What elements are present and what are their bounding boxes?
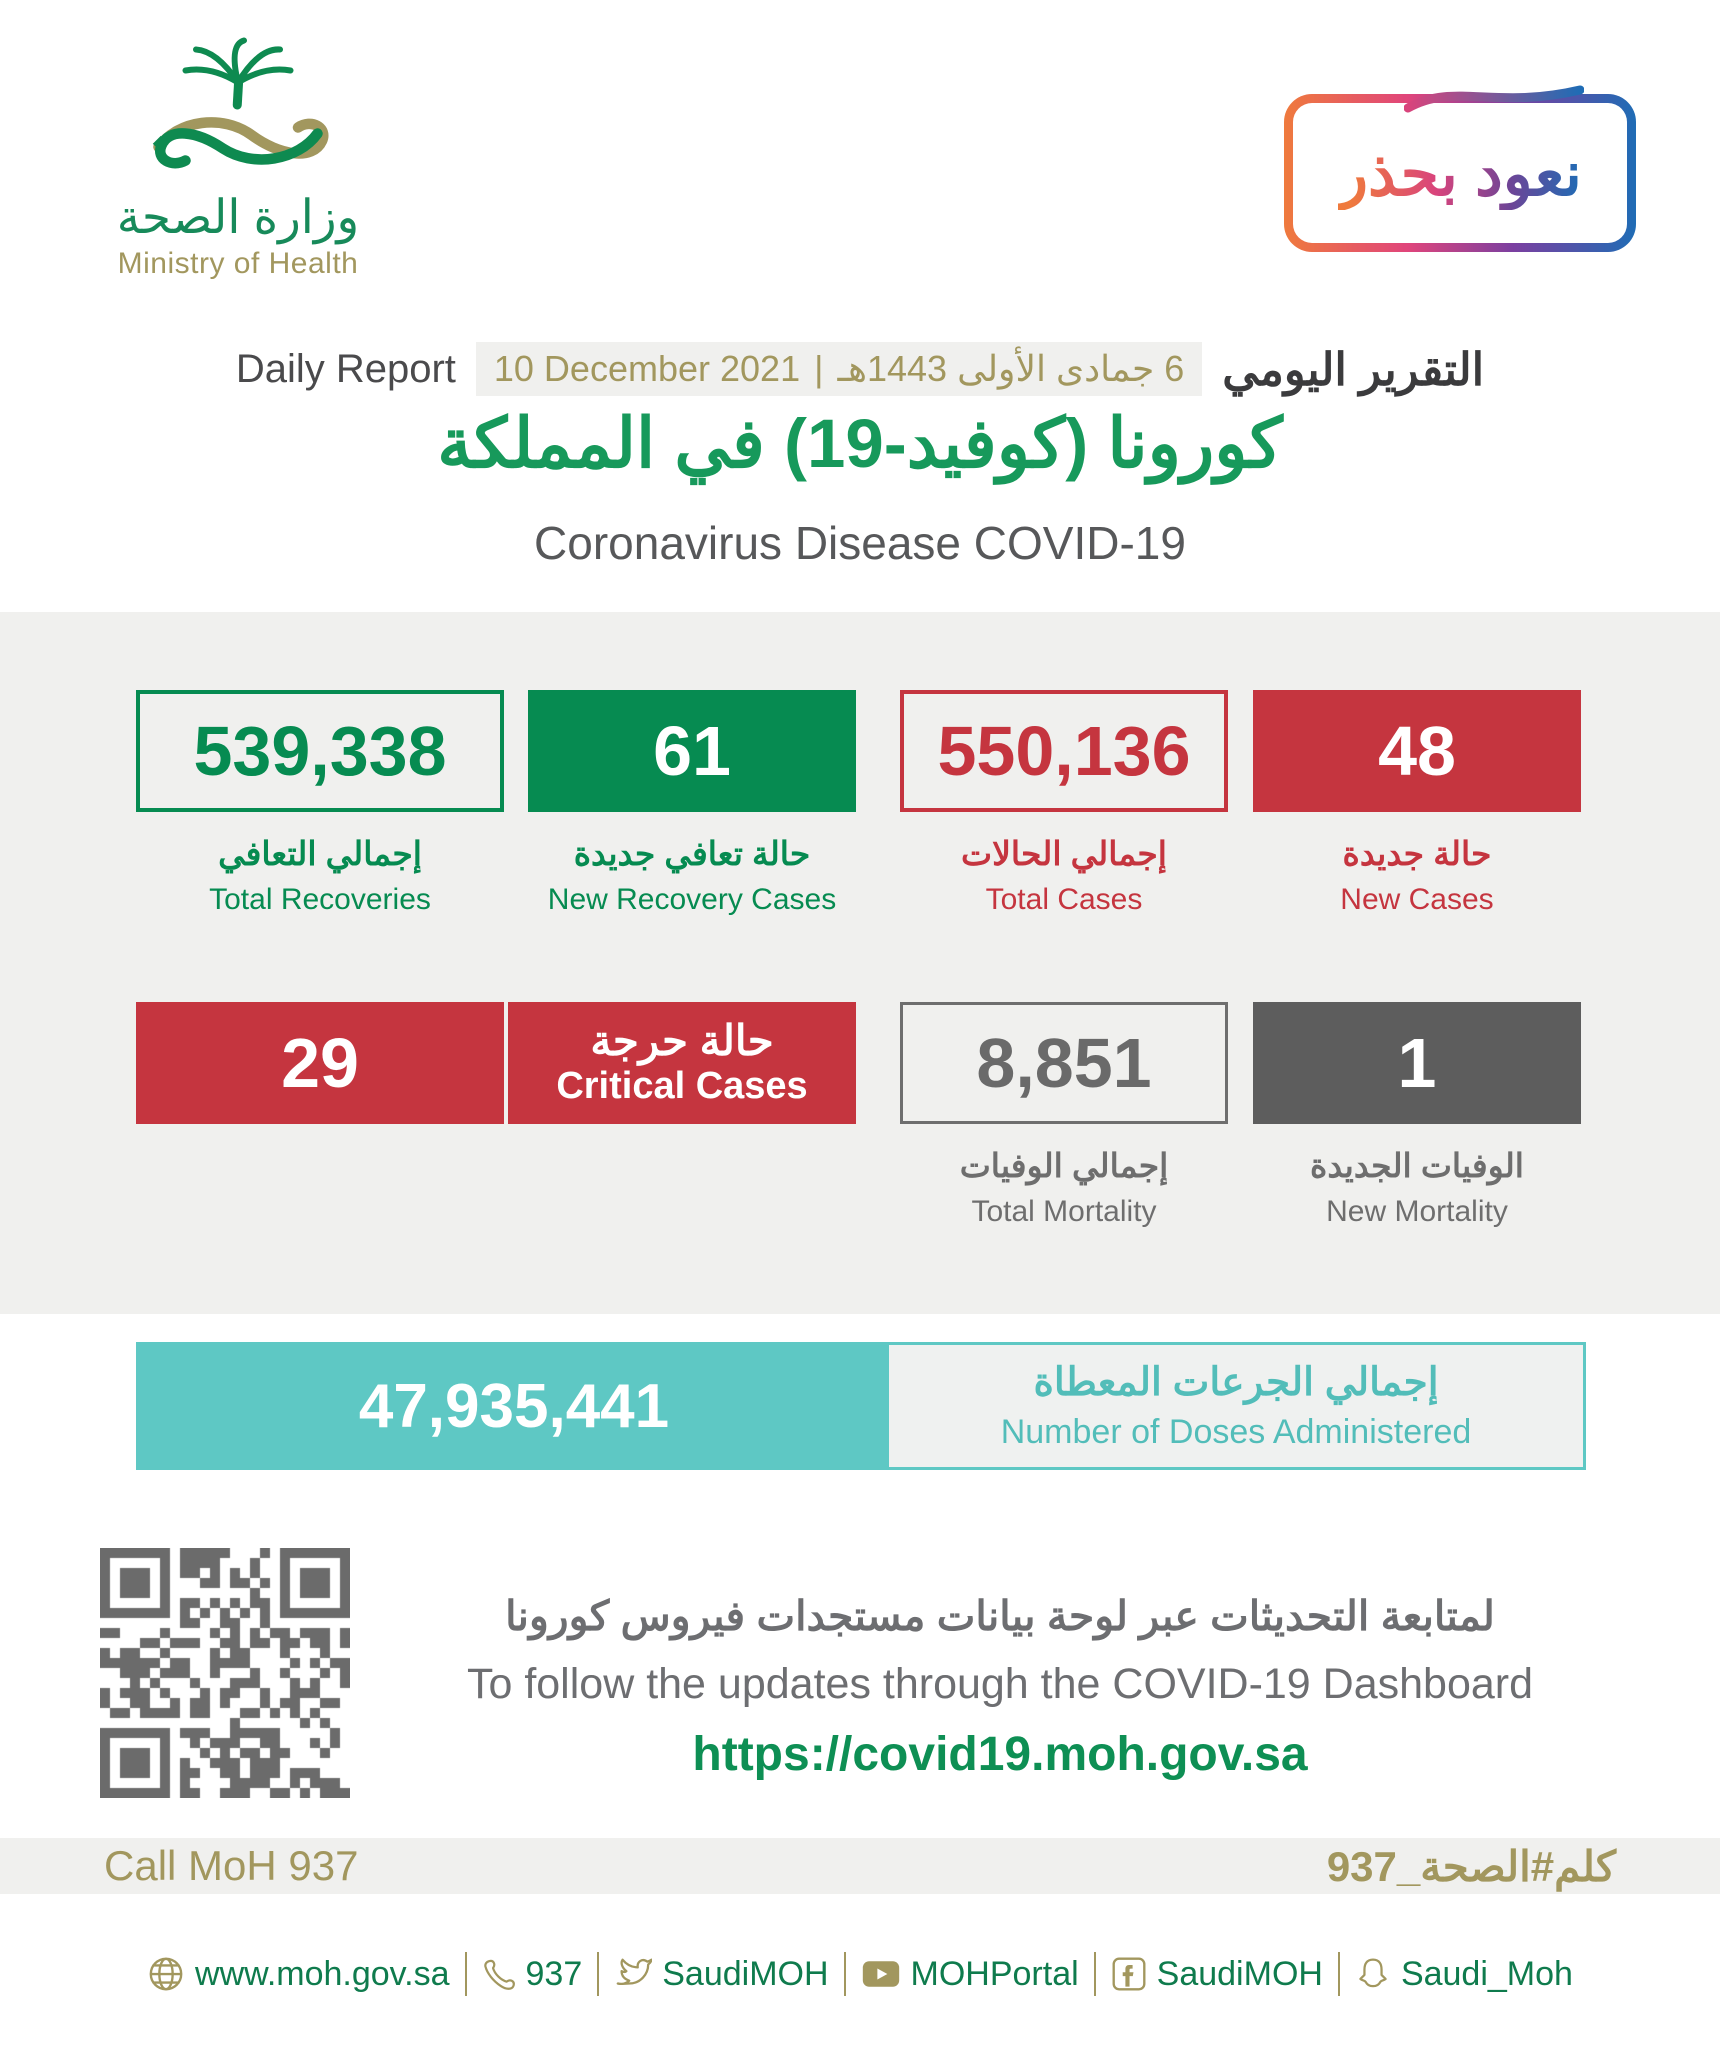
critical-cases-card xyxy=(136,1002,856,1124)
doses-value: 47,935,441 xyxy=(139,1345,889,1467)
total-cases-value: 550,136 xyxy=(900,690,1228,812)
critical-cases-value: 29 xyxy=(136,1002,504,1124)
report-date-row xyxy=(0,336,1720,402)
twitter-icon xyxy=(614,1955,652,1993)
footer-label-facebook: SaudiMOH xyxy=(1156,1954,1323,1993)
qr-code xyxy=(100,1548,350,1798)
doses-label-en: Number of Doses Administered xyxy=(1000,1413,1472,1451)
moh-logo xyxy=(88,36,388,281)
phone-icon xyxy=(482,1957,516,1991)
logo-arabic-text: وزارة الصحة xyxy=(116,190,360,243)
youtube-icon xyxy=(861,1957,901,1991)
dashboard-line-en: To follow the updates through the COVID-19 Dashboard xyxy=(466,1660,1534,1708)
badge-swoosh-icon xyxy=(1404,80,1584,114)
footer-label-phone: 937 xyxy=(525,1954,583,1993)
daily-report-en: Daily Report xyxy=(235,346,456,391)
moh-logo-emblem xyxy=(98,36,378,186)
footer-item-facebook[interactable] xyxy=(1111,1955,1323,1994)
date-hijri: 6 جمادى الأولى 1443هـ xyxy=(837,348,1185,389)
total-mortality-label-ar: إجمالي الوفيات xyxy=(959,1147,1169,1184)
footer-item-twitter[interactable] xyxy=(614,1955,828,1994)
logo-english-text: Ministry of Health xyxy=(117,246,359,280)
total-recoveries-label-ar: إجمالي التعافي xyxy=(218,835,422,872)
dashboard-info xyxy=(360,1592,1640,1782)
doses-administered-bar xyxy=(136,1342,1586,1470)
new-mortality-label-ar: الوفيات الجديدة xyxy=(1310,1147,1524,1184)
badge-text: نعود بحذر xyxy=(1338,137,1582,210)
total-cases-label-ar: إجمالي الحالات xyxy=(961,835,1167,872)
new-cases-label-en: New Cases xyxy=(1340,883,1494,916)
doses-label xyxy=(889,1345,1583,1467)
footer-separator xyxy=(465,1952,467,1996)
footer-item-youtube[interactable] xyxy=(861,1955,1079,1994)
snapchat-icon xyxy=(1355,1956,1391,1992)
dashboard-line-ar: لمتابعة التحديثات عبر لوحة بيانات مستجدات فيروس كورونا xyxy=(505,1593,1495,1639)
date-gregorian: 10 December 2021 xyxy=(493,348,801,389)
total-recoveries-label-en: Total Recoveries xyxy=(209,883,431,916)
total-cases-label xyxy=(900,834,1228,917)
total-mortality-label xyxy=(900,1146,1228,1229)
return-with-caution-badge xyxy=(1284,94,1636,252)
footer-label-twitter: SaudiMOH xyxy=(662,1954,829,1993)
footer-label-website: www.moh.gov.sa xyxy=(195,1954,450,1993)
footer-item-snapchat[interactable] xyxy=(1355,1955,1573,1994)
dashboard-url-link[interactable]: https://covid19.moh.gov.sa xyxy=(692,1728,1308,1781)
total-mortality-label-en: Total Mortality xyxy=(971,1195,1157,1228)
footer-item-phone[interactable] xyxy=(482,1955,583,1994)
new-cases-value: 48 xyxy=(1253,690,1581,812)
critical-cases-label-en: Critical Cases xyxy=(556,1065,808,1108)
footer-separator xyxy=(844,1952,846,1996)
footer-label-snapchat: Saudi_Moh xyxy=(1400,1954,1573,1993)
total-mortality-value: 8,851 xyxy=(900,1002,1228,1124)
critical-cases-label xyxy=(508,1002,856,1124)
globe-icon xyxy=(147,1955,185,1993)
footer-separator xyxy=(1338,1952,1340,1996)
footer-item-website[interactable] xyxy=(147,1955,449,1994)
date-divider: | xyxy=(814,348,824,389)
new-mortality-label-en: New Mortality xyxy=(1326,1195,1508,1228)
call-moh-hashtag: كلم#الصحة_937 xyxy=(1326,1842,1616,1890)
doses-label-ar: إجمالي الجرعات المعطاة xyxy=(1033,1361,1439,1404)
footer-contact-row xyxy=(0,1952,1720,1996)
new-cases-label-ar: حالة جديدة xyxy=(1342,835,1492,872)
new-mortality-label xyxy=(1253,1146,1581,1229)
call-moh-left: Call MoH 937 xyxy=(104,1842,359,1889)
footer-separator xyxy=(1094,1952,1096,1996)
total-cases-label-en: Total Cases xyxy=(985,883,1143,916)
new-recovery-value: 61 xyxy=(528,690,856,812)
page-title-english: Coronavirus Disease COVID-19 xyxy=(534,517,1186,569)
footer-label-youtube: MOHPortal xyxy=(910,1954,1079,1993)
daily-report-ar: التقرير اليومي xyxy=(1222,343,1485,395)
total-recoveries-label xyxy=(136,834,504,917)
badge-inner xyxy=(1293,103,1627,243)
call-moh-band xyxy=(0,1838,1720,1894)
new-recovery-label xyxy=(528,834,856,917)
new-cases-label xyxy=(1253,834,1581,917)
critical-cases-label-ar: حالة حرجة xyxy=(590,1017,774,1064)
new-recovery-label-ar: حالة تعافي جديدة xyxy=(573,835,811,872)
new-mortality-value: 1 xyxy=(1253,1002,1581,1124)
footer-separator xyxy=(597,1952,599,1996)
new-recovery-label-en: New Recovery Cases xyxy=(547,883,837,916)
date-box xyxy=(476,342,1202,396)
facebook-icon xyxy=(1111,1956,1147,1992)
page-title-arabic: كورونا (كوفيد-19) في المملكة xyxy=(437,405,1283,482)
total-recoveries-value: 539,338 xyxy=(136,690,504,812)
